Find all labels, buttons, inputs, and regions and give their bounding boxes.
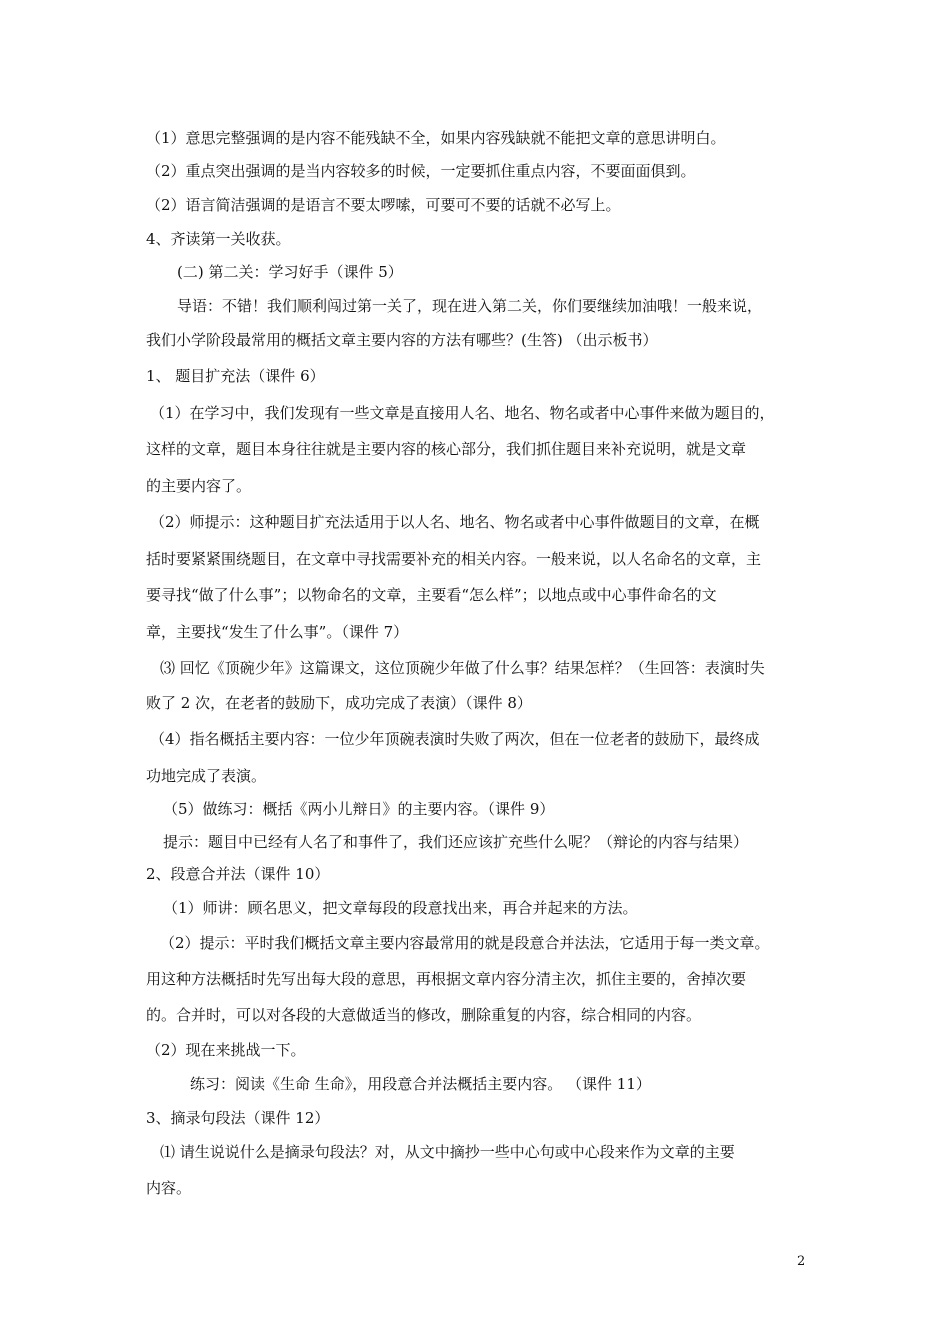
- text-line: 功地完成了表演。: [146, 767, 267, 785]
- text-line: 要寻找“做了什么事”；以物命名的文章，主要看“怎么样”；以地点或中心事件命名的文: [146, 586, 717, 604]
- text-line: 4、齐读第一关收获。: [146, 230, 291, 248]
- text-line: 败了 2 次，在老者的鼓励下，成功完成了表演）（课件 8）: [146, 694, 532, 712]
- text-line: （5）做练习：概括《两小儿辩日》的主要内容。（课件 9）: [163, 800, 555, 818]
- section-heading: 1、 题目扩充法（课件 6）: [146, 367, 325, 385]
- text-line: 这样的文章，题目本身往往就是主要内容的核心部分，我们抓住题目来补充说明，就是文章: [146, 440, 747, 458]
- text-line: 提示：题目中已经有人名了和事件了，我们还应该扩充些什么呢？（辩论的内容与结果）: [163, 833, 749, 851]
- text-line: （1）师讲：顾名思义，把文章每段的段意找出来，再合并起来的方法。: [163, 899, 638, 917]
- text-line: 的主要内容了。: [146, 477, 252, 495]
- text-line: （2）师提示：这种题目扩充法适用于以人名、地名、物名或者中心事件做题目的文章，在概: [150, 513, 760, 531]
- text-line: 的。合并时，可以对各段的大意做适当的修改，删除重复的内容，综合相同的内容。: [146, 1006, 702, 1024]
- section-heading: (二) 第二关：学习好手（课件 5）: [177, 263, 403, 281]
- text-line: （1）在学习中，我们发现有一些文章是直接用人名、地名、物名或者中心事件来做为题目的，: [150, 404, 775, 422]
- text-line: 我们小学阶段最常用的概括文章主要内容的方法有哪些？(生答) （出示板书）: [146, 331, 658, 349]
- text-line: 用这种方法概括时先写出每大段的意思，再根据文章内容分清主次，抓住主要的，舍掉次要: [146, 970, 747, 988]
- text-line: 练习：阅读《生命 生命》，用段意合并法概括主要内容。 （课件 11）: [190, 1075, 651, 1093]
- text-line: 章，主要找“发生了什么事”。（课件 7）: [146, 623, 409, 641]
- text-line: （1）意思完整强调的是内容不能残缺不全，如果内容残缺就不能把文章的意思讲明白。: [146, 129, 726, 147]
- section-heading: 3、摘录句段法（课件 12）: [146, 1109, 330, 1127]
- text-line: 导语：不错！我们顺利闯过第一关了，现在进入第二关，你们要继续加油哦！一般来说，: [177, 297, 763, 315]
- text-line: （2）现在来挑战一下。: [146, 1041, 306, 1059]
- page-number: 2: [797, 1254, 806, 1269]
- text-line: ⑶ 回忆《顶碗少年》这篇课文，这位顶碗少年做了什么事？结果怎样？（生回答：表演时失: [160, 659, 765, 677]
- text-line: （4）指名概括主要内容：一位少年顶碗表演时失败了两次，但在一位老者的鼓励下，最终成: [150, 730, 760, 748]
- text-line: 括时要紧紧围绕题目，在文章中寻找需要补充的相关内容。一般来说，以人名命名的文章，主: [146, 550, 762, 568]
- section-heading: 2、段意合并法（课件 10）: [146, 865, 330, 883]
- text-line: （2）语言简洁强调的是语言不要太啰嗦，可要可不要的话就不必写上。: [146, 196, 621, 214]
- text-line: ⑴ 请生说说什么是摘录句段法？对，从文中摘抄一些中心句或中心段来作为文章的主要: [160, 1143, 735, 1161]
- text-line: （2）重点突出强调的是当内容较多的时候，一定要抓住重点内容，不要面面俱到。: [146, 162, 696, 180]
- text-line: （2）提示：平时我们概括文章主要内容最常用的就是段意合并法法，它适用于每一类文章。: [160, 934, 770, 952]
- text-line: 内容。: [146, 1179, 192, 1197]
